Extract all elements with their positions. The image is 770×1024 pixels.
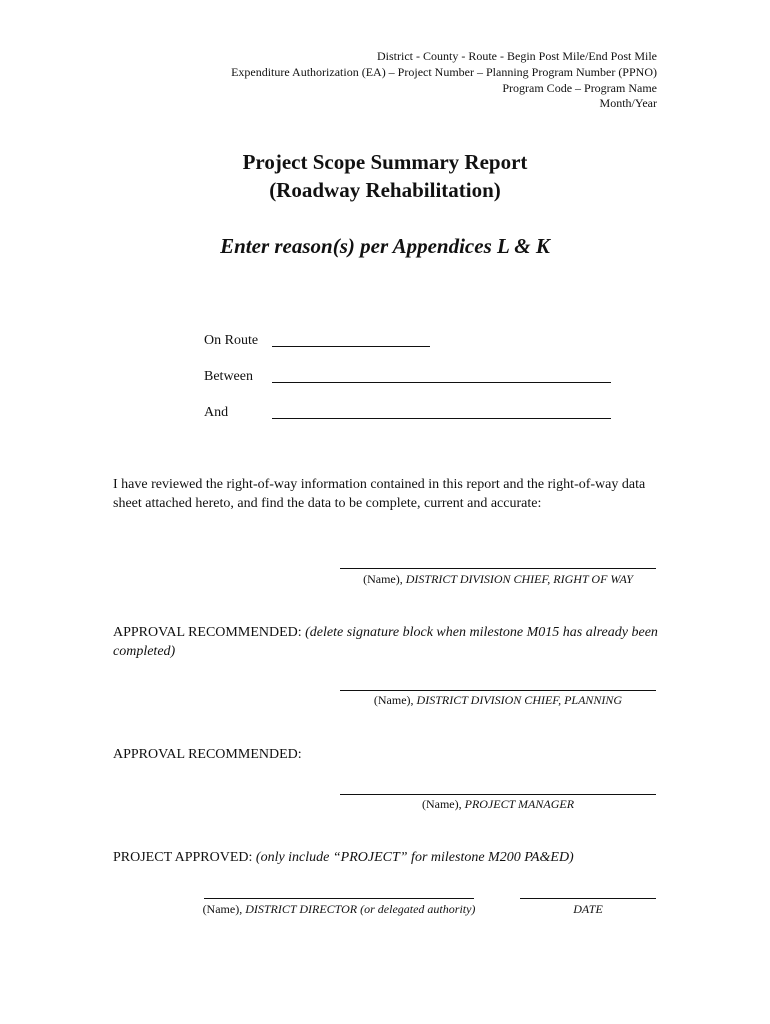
date-label: DATE	[573, 902, 603, 916]
pm-signature-name: (Name),	[421, 797, 462, 811]
approval-recommended-1-note: (delete signature block when milestone M015 has already been completed)	[113, 625, 658, 659]
planning-signature-name: (Name),	[373, 693, 414, 707]
and-field[interactable]	[272, 418, 611, 419]
report-title: Project Scope Summary Report	[242, 150, 528, 174]
header-date-line: Month/Year	[599, 96, 657, 110]
director-signature-line[interactable]	[204, 898, 474, 899]
row-signature-caption	[340, 572, 656, 587]
on-route-field[interactable]	[272, 346, 430, 347]
director-signature-name: (Name),	[202, 902, 243, 916]
pm-signature-caption	[340, 797, 656, 812]
row-signature-name: (Name),	[363, 572, 403, 586]
between-label: Between	[204, 369, 253, 384]
between-field[interactable]	[272, 382, 611, 383]
planning-signature-title: DISTRICT DIVISION CHIEF, PLANNING	[416, 693, 623, 707]
header-ea-line: Expenditure Authorization (EA) – Project Number – Planning Program Number (PPNO)	[231, 65, 657, 79]
reason-placeholder: Enter reason(s) per Appendices L & K	[220, 234, 550, 258]
planning-signature-caption	[340, 693, 656, 708]
approval-recommended-1-label: APPROVAL RECOMMENDED:	[113, 625, 302, 640]
director-signature-caption	[194, 902, 484, 917]
approval-recommended-1	[113, 623, 673, 661]
header-program-line: Program Code – Program Name	[502, 81, 657, 95]
pm-signature-line[interactable]	[340, 794, 656, 795]
report-subtitle: (Roadway Rehabilitation)	[269, 178, 501, 202]
approval-recommended-2	[113, 745, 673, 764]
project-approved	[113, 848, 673, 867]
row-signature-line[interactable]	[340, 568, 656, 569]
on-route-label: On Route	[204, 333, 259, 348]
project-approved-note: (only include “PROJECT” for milestone M200 PA&ED)	[255, 850, 574, 865]
date-caption	[520, 902, 656, 917]
director-signature-title: DISTRICT DIRECTOR (or delegated authority)	[245, 902, 476, 916]
project-approved-label: PROJECT APPROVED:	[113, 850, 253, 865]
approval-recommended-2-label: APPROVAL RECOMMENDED:	[113, 747, 302, 762]
pm-signature-title: PROJECT MANAGER	[464, 797, 575, 811]
planning-signature-line[interactable]	[340, 690, 656, 691]
date-signature-line[interactable]	[520, 898, 656, 899]
row-signature-title: DISTRICT DIVISION CHIEF, RIGHT OF WAY	[405, 572, 633, 586]
and-label: And	[204, 405, 229, 420]
row-statement: I have reviewed the right-of-way information contained in this report and the right-of-way data sheet attached hereto, and find the data to be complete, current and accurate:	[113, 477, 646, 511]
header-location-line: District - County - Route - Begin Post Mile/End Post Mile	[377, 49, 657, 63]
